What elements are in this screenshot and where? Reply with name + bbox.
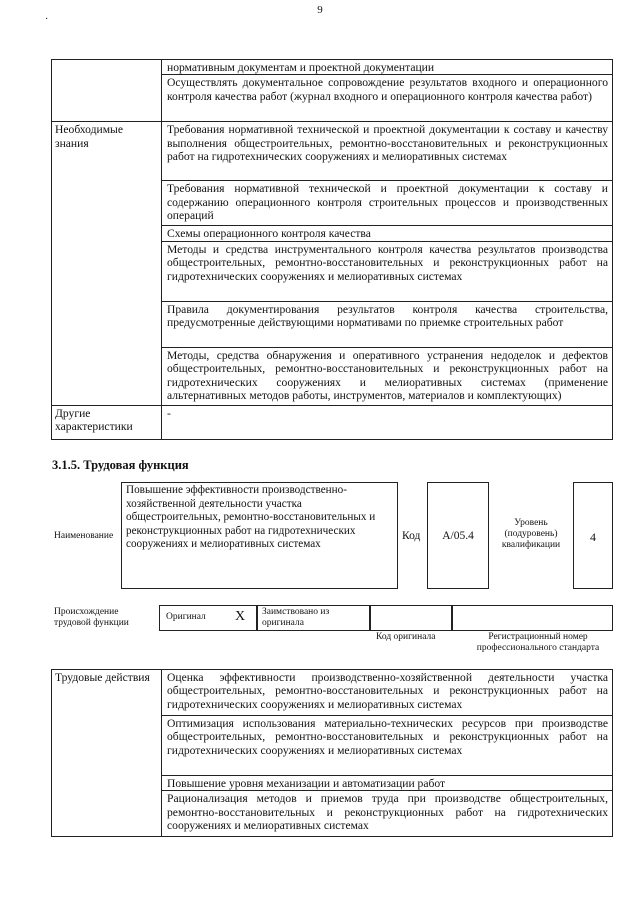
borrowed-label: Заимствовано из оригинала — [262, 607, 330, 628]
row-text: - — [162, 405, 613, 439]
page-number: 9 — [317, 4, 323, 16]
borrowed-box — [256, 605, 371, 631]
row-label-knowledge: Необходимые знания — [52, 122, 162, 405]
table-row — [52, 405, 613, 439]
row-text: Повышение уровня механизации и автоматизации работ — [162, 776, 613, 791]
level-box — [573, 482, 613, 589]
row-label-other: Другие характеристики — [52, 405, 162, 439]
code-original-caption: Код оригинала — [376, 632, 436, 642]
knowledge-table — [51, 59, 613, 440]
row-text: Требования нормативной технической и проектной документации к составу и качеству выполнения общестроительных, ремонтно-восстановительных и реконструкционных работ на гидротехнических сооружениях и мелиоративных системах — [162, 122, 613, 181]
row-text: Методы и средства инструментального контроля качества результатов производства общестроительных, ремонтно-восстановительных и реконструкционных работ на гидротехнических сооружениях и мелиоративных системах — [162, 241, 613, 301]
corner-mark: · — [45, 14, 49, 25]
row-label-actions: Трудовые действия — [52, 670, 162, 837]
code-original-box — [369, 605, 453, 631]
code-box — [427, 482, 489, 589]
row-text: Осуществлять документальное сопровождение результатов входного и операционного контроля качества работ (журнал входного и операционного контроля качества работ) — [162, 75, 613, 122]
row-text: Оценка эффективности производственно-хозяйственной деятельности участка общестроительных, ремонтно-восстановительных и реконструкционных работ на гидротехнических сооружениях и мелиоративных системах — [162, 670, 613, 716]
row-label — [52, 60, 162, 122]
original-box — [159, 605, 258, 631]
original-label: Оригинал — [166, 612, 206, 622]
row-text: нормативным документам и проектной документации — [162, 60, 613, 75]
row-text: Рационализация методов и приемов труда при производстве общестроительных, ремонтно-восстановительных и реконструкционных работ на гидротехнических сооружениях и мелиоративных системах — [162, 791, 613, 837]
actions-table — [51, 669, 613, 837]
reg-number-box — [451, 605, 613, 631]
original-mark: X — [235, 609, 246, 624]
name-value: Повышение эффективности производственно-хозяйственной деятельности участка общестроительных, ремонтно-восстановительных и реконструкционных работ на гидротехнических сооружениях и мелиоративных системах — [126, 484, 376, 551]
code-value: A/05.4 — [442, 530, 474, 542]
name-box — [121, 482, 398, 589]
row-text: Оптимизация использования материально-технических ресурсов при производстве общестроительных, ремонтно-восстановительных и реконструкционных работ на гидротехнических сооружениях и мелиоративных системах — [162, 716, 613, 776]
level-value: 4 — [590, 530, 596, 544]
row-text: Методы, средства обнаружения и оперативного устранения недоделок и дефектов общестроительных, ремонтно-восстановительных и реконструкционных работ на гидротехнических сооружениях и мелиоративных системах (применение альтернативных методов работы, инструментов, материалов и комплектующих) — [162, 347, 613, 405]
table-row — [52, 670, 613, 716]
table-row — [52, 60, 613, 75]
code-label: Код — [402, 530, 421, 542]
table-row — [52, 122, 613, 181]
row-text: Требования нормативной технической и проектной документации к составу и содержанию операционного контроля строительных процессов и производственных операций — [162, 181, 613, 226]
row-text: Схемы операционного контроля качества — [162, 226, 613, 241]
origin-label: Происхождение трудовой функции — [54, 607, 129, 628]
level-label: Уровень (подуровень) квалификации — [501, 518, 561, 550]
name-label: Наименование — [54, 531, 114, 541]
row-text: Правила документирования результатов контроля качества строительства, предусмотренные действующими нормативами по приемке строительных работ — [162, 301, 613, 347]
section-title: 3.1.5. Трудовая функция — [52, 458, 189, 472]
reg-number-caption: Регистрационный номер профессионального стандарта — [476, 632, 600, 653]
